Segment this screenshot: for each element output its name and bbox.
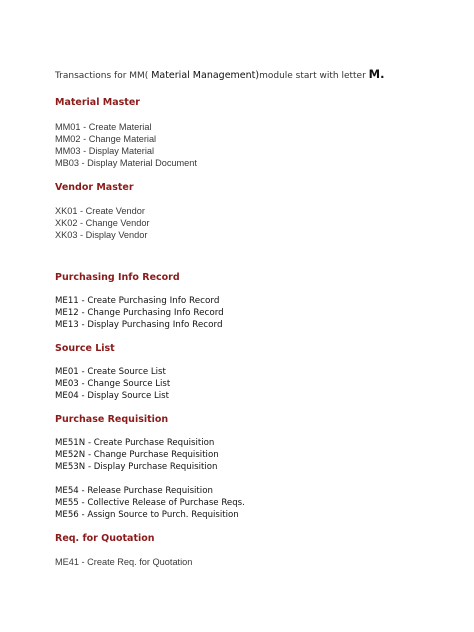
list-item: MB03 - Display Material Document — [55, 158, 197, 168]
section-title-material-master: Material Master — [55, 97, 140, 108]
list-item: XK02 - Change Vendor — [55, 218, 150, 228]
section-title-req-for-quotation: Req. for Quotation — [55, 533, 155, 544]
item-code: ME11 - Create — [55, 296, 119, 306]
source-list-list — [55, 366, 455, 402]
list-item: ME55 - Collective Release of Purchase Reqs. — [55, 498, 245, 508]
document-page — [55, 68, 455, 568]
vendor-master-list — [55, 205, 455, 241]
list-item: ME04 - Display Source List — [55, 391, 170, 401]
item-code: ME12 - Change — [55, 308, 123, 318]
intro-prefix: Transactions for MM( — [55, 71, 152, 81]
list-item: MM01 - Create Material — [55, 122, 152, 132]
list-item — [55, 307, 455, 319]
list-item: MM03 - Display Material — [55, 146, 155, 156]
item-name: Purchasing Info Record — [118, 296, 220, 306]
section-title-vendor-master: Vendor Master — [55, 182, 134, 193]
list-item: MM02 - Change Material — [55, 134, 157, 144]
list-item: ME41 - Create Req. for Quotation — [55, 557, 193, 567]
intro-letter: M. — [368, 67, 385, 81]
purchasing-info-record-list — [55, 295, 455, 331]
list-item: ME03 - Change Source List — [55, 379, 171, 389]
list-item — [55, 295, 455, 307]
list-item: ME53N - Display Purchase Requisition — [55, 462, 218, 472]
purchase-requisition-release-list — [55, 485, 455, 521]
intro-middle: Material Management) — [151, 70, 260, 81]
intro-suffix: module start with letter — [259, 71, 369, 81]
req-for-quotation-list — [55, 556, 455, 568]
item-name: Purchasing Info Record — [121, 320, 223, 330]
list-item: ME01 - Create Source List — [55, 367, 166, 377]
purchase-requisition-list — [55, 437, 455, 473]
list-item — [55, 319, 455, 331]
list-item: ME52N - Change Purchase Requisition — [55, 450, 219, 460]
section-title-source-list: Source List — [55, 343, 115, 354]
list-item: XK01 - Create Vendor — [55, 206, 145, 216]
item-code: ME13 - Display — [55, 320, 122, 330]
list-item: ME56 - Assign Source to Purch. Requisition — [55, 510, 239, 520]
item-name: Purchasing Info Record — [122, 308, 224, 318]
material-master-list — [55, 121, 455, 169]
section-title-purchasing-info-record: Purchasing Info Record — [55, 272, 180, 283]
list-item: ME54 - Release Purchase Requisition — [55, 486, 213, 496]
list-item: ME51N - Create Purchase Requisition — [55, 438, 215, 448]
intro-line — [55, 68, 455, 82]
list-item: XK03 - Display Vendor — [55, 230, 148, 240]
section-title-purchase-requisition: Purchase Requisition — [55, 414, 169, 425]
